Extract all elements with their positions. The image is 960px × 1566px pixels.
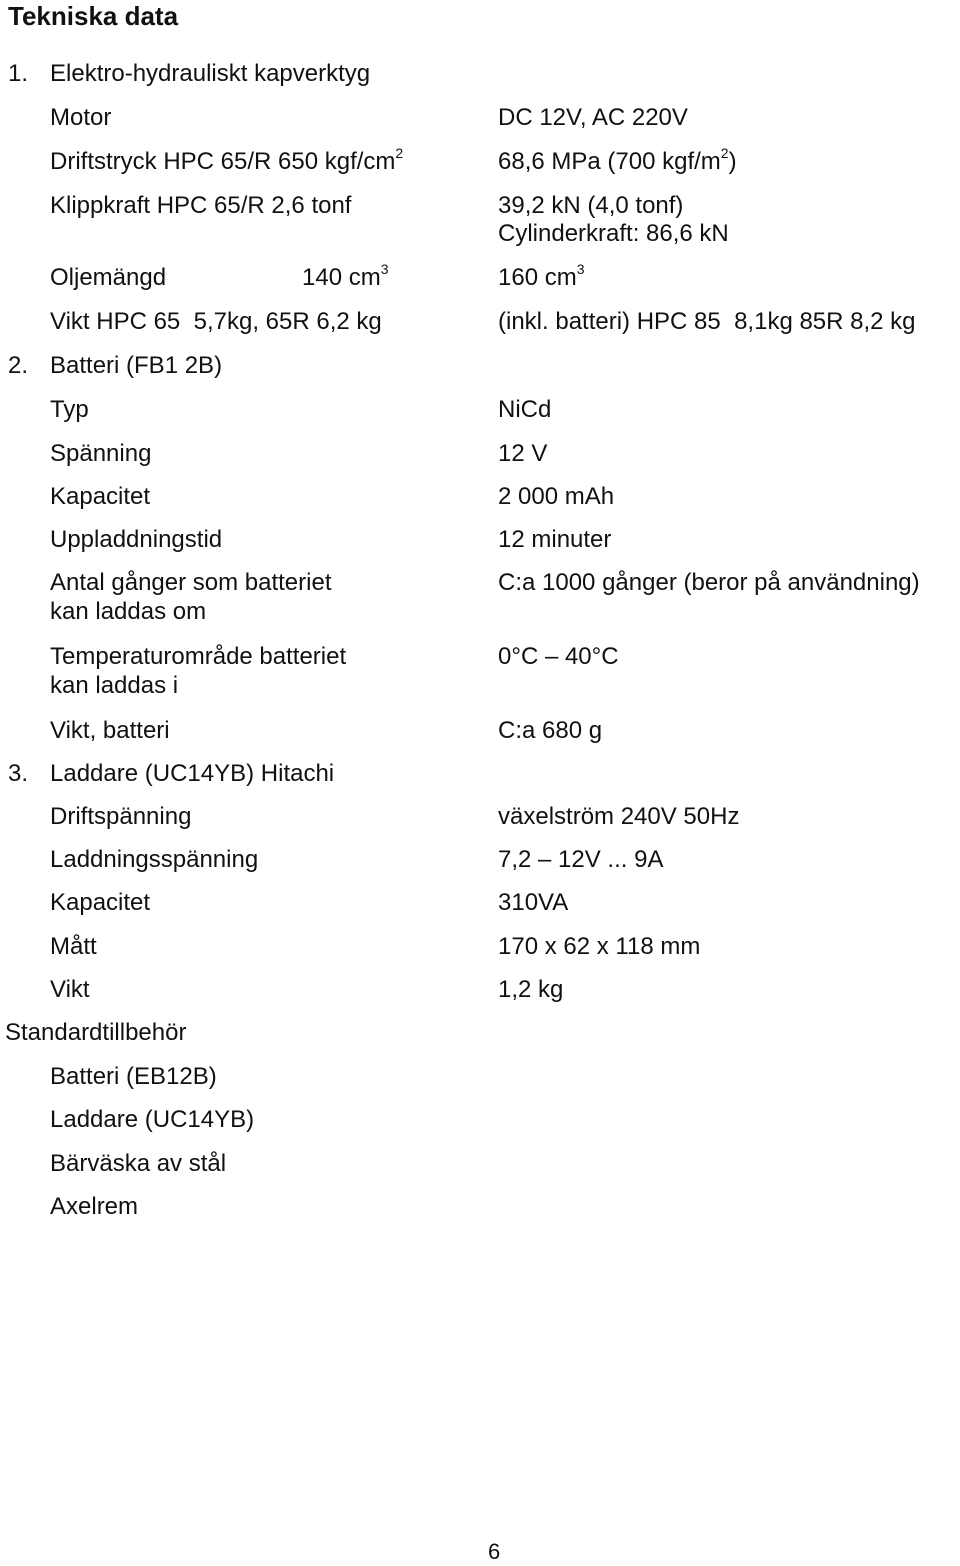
spec-value-driftspanning: växelström 240V 50Hz [498, 803, 740, 830]
spec-value-klippkraft: 39,2 kN (4,0 tonf) [498, 192, 684, 219]
spec-label-matt: Mått [50, 933, 97, 960]
spec-value-laddare-kapacitet: 310VA [498, 889, 569, 916]
accessory-item: Bärväska av stål [50, 1150, 227, 1177]
spec-value-vikt-batteri: C:a 680 g [498, 717, 603, 744]
spec-value-temperaturomrade: 0°C – 40°C [498, 643, 619, 670]
spec-value-laddare-vikt: 1,2 kg [498, 976, 564, 1003]
page-number: 6 [488, 1539, 501, 1564]
spec-value-typ: NiCd [498, 396, 552, 423]
spec-label-vikt-hpc: Vikt HPC 65 5,7kg, 65R 6,2 kg [50, 308, 382, 335]
spec-label-temperaturomrade-line2: kan laddas i [50, 672, 179, 699]
section-heading-2: Batteri (FB1 2B) [50, 352, 223, 379]
spec-label-typ: Typ [50, 396, 89, 423]
spec-label-motor: Motor [50, 104, 112, 131]
accessory-item: Batteri (EB12B) [50, 1063, 217, 1090]
spec-label-antal-ganger: Antal gånger som batteriet [50, 569, 332, 596]
spec-label-oljemangd: Oljemängd [50, 264, 167, 291]
spec-value-matt: 170 x 62 x 118 mm [498, 933, 701, 960]
spec-label-laddare-vikt: Vikt [50, 976, 90, 1003]
section-number-3: 3. [8, 760, 29, 787]
spec-value-antal-ganger: C:a 1000 gånger (beror på användning) [498, 569, 920, 596]
spec-value-klippkraft-line2: Cylinderkraft: 86,6 kN [498, 220, 729, 247]
spec-value-motor: DC 12V, AC 220V [498, 104, 688, 131]
spec-label-oljemangd-amount: 140 $cm^3$ [302, 261, 389, 291]
spec-value-spanning: 12 V [498, 440, 548, 467]
section-heading-1: Elektro-hydrauliskt kapverktyg [50, 60, 371, 87]
spec-label-klippkraft: Klippkraft HPC 65/R 2,6 tonf [50, 192, 352, 219]
spec-value-oljemangd: 160 $cm^3$ [498, 261, 585, 291]
spec-value-driftstryck: 68,6 MPa (700 kgf/$m^2$) [498, 145, 737, 175]
spec-label-driftspanning: Driftspänning [50, 803, 192, 830]
spec-label-laddningsspanning: Laddningsspänning [50, 846, 259, 873]
spec-label-temperaturomrade: Temperaturområde batteriet [50, 643, 347, 670]
spec-label-kapacitet: Kapacitet [50, 483, 151, 510]
spec-label-uppladdningstid: Uppladdningstid [50, 526, 223, 553]
spec-value-vikt-hpc: (inkl. batteri) HPC 85 8,1kg 85R 8,2 kg [498, 308, 916, 335]
section-heading-3: Laddare (UC14YB) Hitachi [50, 760, 335, 787]
accessory-item: Laddare (UC14YB) [50, 1106, 255, 1133]
spec-label-spanning: Spänning [50, 440, 152, 467]
spec-value-uppladdningstid: 12 minuter [498, 526, 612, 553]
spec-label-laddare-kapacitet: Kapacitet [50, 889, 151, 916]
accessory-item: Axelrem [50, 1193, 139, 1220]
spec-label-antal-ganger-line2: kan laddas om [50, 598, 207, 625]
page-title: Tekniska data [8, 1, 179, 31]
spec-label-vikt-batteri: Vikt, batteri [50, 717, 170, 744]
spec-value-kapacitet: 2 000 mAh [498, 483, 615, 510]
accessories-heading: Standardtillbehör [5, 1019, 187, 1046]
spec-label-driftstryck: Driftstryck HPC 65/R 650 kgf/$cm^2$ [50, 145, 404, 175]
spec-value-laddningsspanning: 7,2 – 12V ... 9A [498, 846, 664, 873]
section-number-2: 2. [8, 352, 29, 379]
section-number-1: 1. [8, 60, 29, 87]
